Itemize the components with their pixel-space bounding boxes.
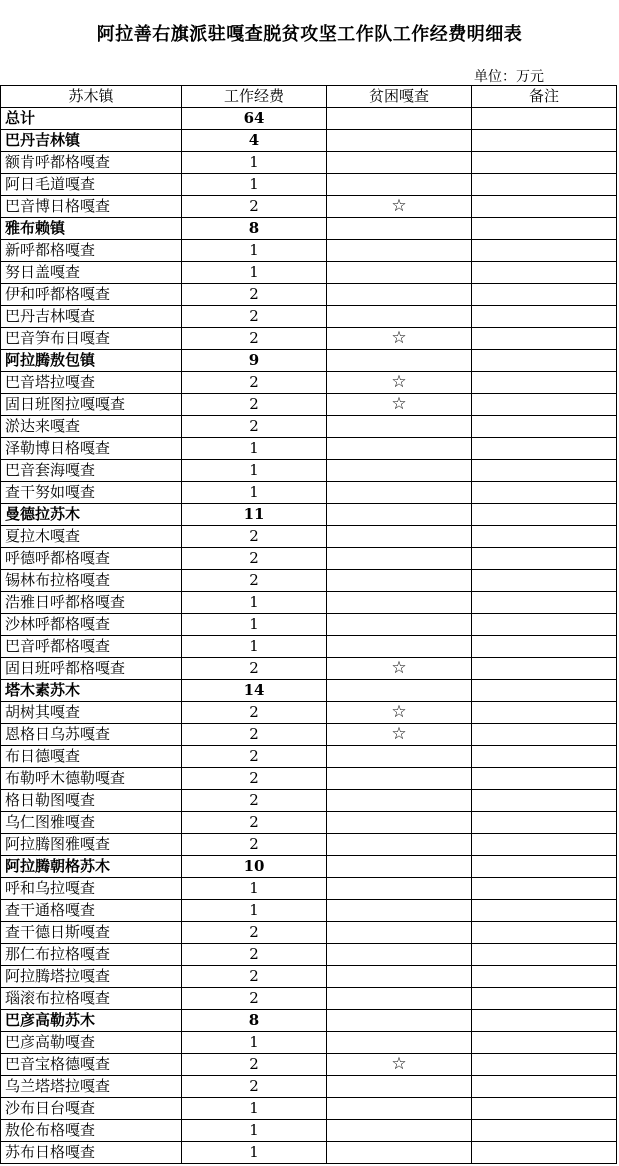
cell-poor-gacha-mark	[327, 592, 472, 614]
table-row	[1, 592, 617, 614]
cell-remarks	[472, 130, 617, 152]
cell-work-fund: 2	[182, 988, 327, 1010]
cell-poor-gacha-mark	[327, 504, 472, 526]
cell-remarks	[472, 636, 617, 658]
cell-remarks	[472, 702, 617, 724]
table-row	[1, 372, 617, 394]
cell-poor-gacha-mark	[327, 636, 472, 658]
cell-poor-gacha-mark	[327, 306, 472, 328]
cell-name: 沙林呼都格嘎查	[1, 614, 182, 636]
cell-work-fund: 2	[182, 284, 327, 306]
table-row	[1, 548, 617, 570]
table-row	[1, 284, 617, 306]
cell-work-fund: 8	[182, 218, 327, 240]
cell-name: 总计	[1, 108, 182, 130]
table-row	[1, 834, 617, 856]
star-icon: ☆	[327, 196, 472, 218]
cell-remarks	[472, 218, 617, 240]
cell-poor-gacha-mark	[327, 878, 472, 900]
cell-remarks	[472, 174, 617, 196]
cell-work-fund: 2	[182, 812, 327, 834]
cell-work-fund: 8	[182, 1010, 327, 1032]
header-remarks: 备注	[472, 86, 617, 108]
table-row	[1, 988, 617, 1010]
cell-name: 呼德呼都格嘎查	[1, 548, 182, 570]
cell-work-fund: 2	[182, 922, 327, 944]
cell-poor-gacha-mark	[327, 240, 472, 262]
cell-name: 巴音塔拉嘎查	[1, 372, 182, 394]
cell-work-fund: 2	[182, 416, 327, 438]
cell-name: 夏拉木嘎查	[1, 526, 182, 548]
cell-poor-gacha-mark	[327, 1142, 472, 1164]
cell-poor-gacha-mark	[327, 988, 472, 1010]
cell-name: 雅布赖镇	[1, 218, 182, 240]
cell-work-fund: 2	[182, 196, 327, 218]
cell-poor-gacha-mark	[327, 768, 472, 790]
cell-work-fund: 1	[182, 240, 327, 262]
cell-work-fund: 1	[182, 900, 327, 922]
cell-work-fund: 2	[182, 834, 327, 856]
table-row	[1, 636, 617, 658]
table-row	[1, 1098, 617, 1120]
cell-name: 布日德嘎查	[1, 746, 182, 768]
cell-poor-gacha-mark	[327, 460, 472, 482]
funding-table	[0, 85, 617, 1164]
subtotal-row	[1, 108, 617, 130]
cell-work-fund: 1	[182, 460, 327, 482]
header-work-fund: 工作经费	[182, 86, 327, 108]
table-row	[1, 922, 617, 944]
cell-work-fund: 1	[182, 262, 327, 284]
cell-work-fund: 2	[182, 548, 327, 570]
cell-work-fund: 1	[182, 878, 327, 900]
cell-name: 格日勒图嘎查	[1, 790, 182, 812]
cell-work-fund: 2	[182, 1054, 327, 1076]
cell-remarks	[472, 570, 617, 592]
star-icon: ☆	[327, 394, 472, 416]
cell-name: 塔木素苏木	[1, 680, 182, 702]
cell-poor-gacha-mark	[327, 1098, 472, 1120]
cell-remarks	[472, 790, 617, 812]
cell-work-fund: 2	[182, 328, 327, 350]
subtotal-row	[1, 130, 617, 152]
cell-poor-gacha-mark	[327, 966, 472, 988]
table-row	[1, 482, 617, 504]
cell-name: 那仁布拉格嘎查	[1, 944, 182, 966]
cell-name: 固日班呼都格嘎查	[1, 658, 182, 680]
cell-remarks	[472, 592, 617, 614]
cell-work-fund: 2	[182, 768, 327, 790]
cell-name: 胡树其嘎查	[1, 702, 182, 724]
cell-name: 努日盖嘎查	[1, 262, 182, 284]
cell-remarks	[472, 438, 617, 460]
cell-work-fund: 1	[182, 1032, 327, 1054]
cell-work-fund: 14	[182, 680, 327, 702]
cell-work-fund: 2	[182, 658, 327, 680]
table-row	[1, 878, 617, 900]
cell-poor-gacha-mark	[327, 614, 472, 636]
cell-poor-gacha-mark	[327, 218, 472, 240]
cell-work-fund: 1	[182, 1098, 327, 1120]
subtotal-row	[1, 350, 617, 372]
table-row	[1, 658, 617, 680]
cell-remarks	[472, 922, 617, 944]
cell-work-fund: 4	[182, 130, 327, 152]
table-row	[1, 262, 617, 284]
cell-remarks	[472, 944, 617, 966]
cell-remarks	[472, 350, 617, 372]
subtotal-row	[1, 856, 617, 878]
cell-remarks	[472, 372, 617, 394]
table-row	[1, 416, 617, 438]
cell-poor-gacha-mark	[327, 284, 472, 306]
cell-name: 巴音宝格德嘎查	[1, 1054, 182, 1076]
cell-work-fund: 10	[182, 856, 327, 878]
table-row	[1, 812, 617, 834]
cell-work-fund: 11	[182, 504, 327, 526]
cell-work-fund: 2	[182, 1076, 327, 1098]
table-row	[1, 702, 617, 724]
table-row	[1, 1054, 617, 1076]
cell-remarks	[472, 416, 617, 438]
cell-remarks	[472, 768, 617, 790]
cell-remarks	[472, 1010, 617, 1032]
table-row	[1, 196, 617, 218]
cell-name: 查干努如嘎查	[1, 482, 182, 504]
cell-poor-gacha-mark	[327, 570, 472, 592]
cell-poor-gacha-mark	[327, 526, 472, 548]
table-row	[1, 614, 617, 636]
cell-poor-gacha-mark	[327, 152, 472, 174]
cell-poor-gacha-mark	[327, 350, 472, 372]
cell-remarks	[472, 460, 617, 482]
cell-poor-gacha-mark	[327, 790, 472, 812]
cell-work-fund: 2	[182, 746, 327, 768]
cell-name: 阿日毛道嘎查	[1, 174, 182, 196]
cell-remarks	[472, 152, 617, 174]
cell-remarks	[472, 1142, 617, 1164]
cell-poor-gacha-mark	[327, 108, 472, 130]
cell-name: 阿拉腾图雅嘎查	[1, 834, 182, 856]
table-row	[1, 240, 617, 262]
cell-name: 固日班图拉嘎嘎查	[1, 394, 182, 416]
cell-poor-gacha-mark	[327, 922, 472, 944]
cell-name: 查干通格嘎查	[1, 900, 182, 922]
cell-work-fund: 2	[182, 966, 327, 988]
star-icon: ☆	[327, 724, 472, 746]
cell-name: 巴音笋布日嘎查	[1, 328, 182, 350]
cell-name: 恩格日乌苏嘎查	[1, 724, 182, 746]
cell-name: 苏布日格嘎查	[1, 1142, 182, 1164]
cell-name: 巴音呼都格嘎查	[1, 636, 182, 658]
cell-name: 阿拉腾塔拉嘎查	[1, 966, 182, 988]
cell-work-fund: 2	[182, 570, 327, 592]
cell-poor-gacha-mark	[327, 482, 472, 504]
table-row	[1, 768, 617, 790]
cell-work-fund: 2	[182, 724, 327, 746]
cell-remarks	[472, 658, 617, 680]
table-row	[1, 790, 617, 812]
cell-remarks	[472, 328, 617, 350]
cell-remarks	[472, 482, 617, 504]
header-township: 苏木镇	[1, 86, 182, 108]
cell-poor-gacha-mark	[327, 900, 472, 922]
cell-remarks	[472, 1098, 617, 1120]
cell-remarks	[472, 548, 617, 570]
cell-name: 巴彦高勒苏木	[1, 1010, 182, 1032]
cell-work-fund: 1	[182, 1142, 327, 1164]
cell-name: 新呼都格嘎查	[1, 240, 182, 262]
cell-remarks	[472, 196, 617, 218]
cell-remarks	[472, 1120, 617, 1142]
cell-work-fund: 1	[182, 636, 327, 658]
cell-work-fund: 2	[182, 394, 327, 416]
unit-label: 单位：万元	[474, 69, 544, 85]
cell-remarks	[472, 812, 617, 834]
cell-remarks	[472, 834, 617, 856]
table-row	[1, 746, 617, 768]
cell-poor-gacha-mark	[327, 812, 472, 834]
cell-poor-gacha-mark	[327, 130, 472, 152]
cell-remarks	[472, 1054, 617, 1076]
cell-remarks	[472, 878, 617, 900]
table-row	[1, 724, 617, 746]
cell-poor-gacha-mark	[327, 262, 472, 284]
header-poor-gacha: 贫困嘎查	[327, 86, 472, 108]
cell-name: 浩雅日呼都格嘎查	[1, 592, 182, 614]
cell-name: 巴丹吉林嘎查	[1, 306, 182, 328]
subtotal-row	[1, 680, 617, 702]
table-row	[1, 152, 617, 174]
cell-name: 泽勒博日格嘎查	[1, 438, 182, 460]
cell-work-fund: 1	[182, 592, 327, 614]
cell-remarks	[472, 504, 617, 526]
table-row	[1, 1142, 617, 1164]
header-row	[1, 86, 617, 108]
cell-name: 曼德拉苏木	[1, 504, 182, 526]
cell-poor-gacha-mark	[327, 856, 472, 878]
cell-work-fund: 2	[182, 790, 327, 812]
cell-name: 阿拉腾朝格苏木	[1, 856, 182, 878]
table-body	[1, 108, 617, 1164]
star-icon: ☆	[327, 328, 472, 350]
cell-work-fund: 1	[182, 174, 327, 196]
document-title: 阿拉善右旗派驻嘎查脱贫攻坚工作队工作经费明细表	[96, 24, 523, 45]
subtotal-row	[1, 218, 617, 240]
cell-poor-gacha-mark	[327, 680, 472, 702]
table-row	[1, 1032, 617, 1054]
cell-poor-gacha-mark	[327, 1076, 472, 1098]
cell-name: 乌仁图雅嘎查	[1, 812, 182, 834]
cell-poor-gacha-mark	[327, 416, 472, 438]
cell-remarks	[472, 240, 617, 262]
cell-remarks	[472, 988, 617, 1010]
table-row	[1, 174, 617, 196]
star-icon: ☆	[327, 372, 472, 394]
cell-work-fund: 1	[182, 1120, 327, 1142]
subtotal-row	[1, 504, 617, 526]
cell-poor-gacha-mark	[327, 944, 472, 966]
cell-remarks	[472, 680, 617, 702]
star-icon: ☆	[327, 702, 472, 724]
cell-name: 伊和呼都格嘎查	[1, 284, 182, 306]
cell-work-fund: 1	[182, 152, 327, 174]
table-row	[1, 328, 617, 350]
table-row	[1, 966, 617, 988]
table-row	[1, 944, 617, 966]
star-icon: ☆	[327, 658, 472, 680]
cell-poor-gacha-mark	[327, 1010, 472, 1032]
cell-remarks	[472, 614, 617, 636]
table-row	[1, 306, 617, 328]
cell-name: 查干德日斯嘎查	[1, 922, 182, 944]
cell-remarks	[472, 724, 617, 746]
cell-poor-gacha-mark	[327, 746, 472, 768]
table-row	[1, 570, 617, 592]
cell-name: 巴彦高勒嘎查	[1, 1032, 182, 1054]
cell-remarks	[472, 900, 617, 922]
cell-work-fund: 1	[182, 482, 327, 504]
cell-poor-gacha-mark	[327, 174, 472, 196]
cell-work-fund: 1	[182, 614, 327, 636]
cell-name: 阿拉腾敖包镇	[1, 350, 182, 372]
cell-work-fund: 2	[182, 526, 327, 548]
cell-remarks	[472, 306, 617, 328]
cell-name: 沙布日台嘎查	[1, 1098, 182, 1120]
cell-name: 敖伦布格嘎查	[1, 1120, 182, 1142]
cell-work-fund: 2	[182, 372, 327, 394]
cell-remarks	[472, 394, 617, 416]
table-row	[1, 460, 617, 482]
cell-poor-gacha-mark	[327, 834, 472, 856]
subtotal-row	[1, 1010, 617, 1032]
cell-poor-gacha-mark	[327, 548, 472, 570]
cell-work-fund: 2	[182, 702, 327, 724]
table-row	[1, 526, 617, 548]
cell-name: 巴音套海嘎查	[1, 460, 182, 482]
cell-remarks	[472, 1076, 617, 1098]
star-icon: ☆	[327, 1054, 472, 1076]
cell-name: 额肯呼都格嘎查	[1, 152, 182, 174]
cell-work-fund: 2	[182, 944, 327, 966]
cell-name: 乌兰塔塔拉嘎查	[1, 1076, 182, 1098]
cell-work-fund: 64	[182, 108, 327, 130]
cell-work-fund: 9	[182, 350, 327, 372]
table-row	[1, 438, 617, 460]
cell-work-fund: 1	[182, 438, 327, 460]
table-row	[1, 1076, 617, 1098]
table-row	[1, 394, 617, 416]
cell-remarks	[472, 262, 617, 284]
cell-name: 布勒呼木德勒嘎查	[1, 768, 182, 790]
cell-name: 呼和乌拉嘎查	[1, 878, 182, 900]
cell-poor-gacha-mark	[327, 1032, 472, 1054]
cell-name: 巴丹吉林镇	[1, 130, 182, 152]
cell-poor-gacha-mark	[327, 1120, 472, 1142]
cell-name: 瑙滚布拉格嘎查	[1, 988, 182, 1010]
cell-name: 巴音博日格嘎查	[1, 196, 182, 218]
cell-name: 锡林布拉格嘎查	[1, 570, 182, 592]
table-row	[1, 900, 617, 922]
cell-work-fund: 2	[182, 306, 327, 328]
table-row	[1, 1120, 617, 1142]
cell-remarks	[472, 1032, 617, 1054]
cell-remarks	[472, 526, 617, 548]
cell-remarks	[472, 966, 617, 988]
cell-name: 淤达来嘎查	[1, 416, 182, 438]
cell-poor-gacha-mark	[327, 438, 472, 460]
cell-remarks	[472, 856, 617, 878]
cell-remarks	[472, 108, 617, 130]
cell-remarks	[472, 284, 617, 306]
cell-remarks	[472, 746, 617, 768]
